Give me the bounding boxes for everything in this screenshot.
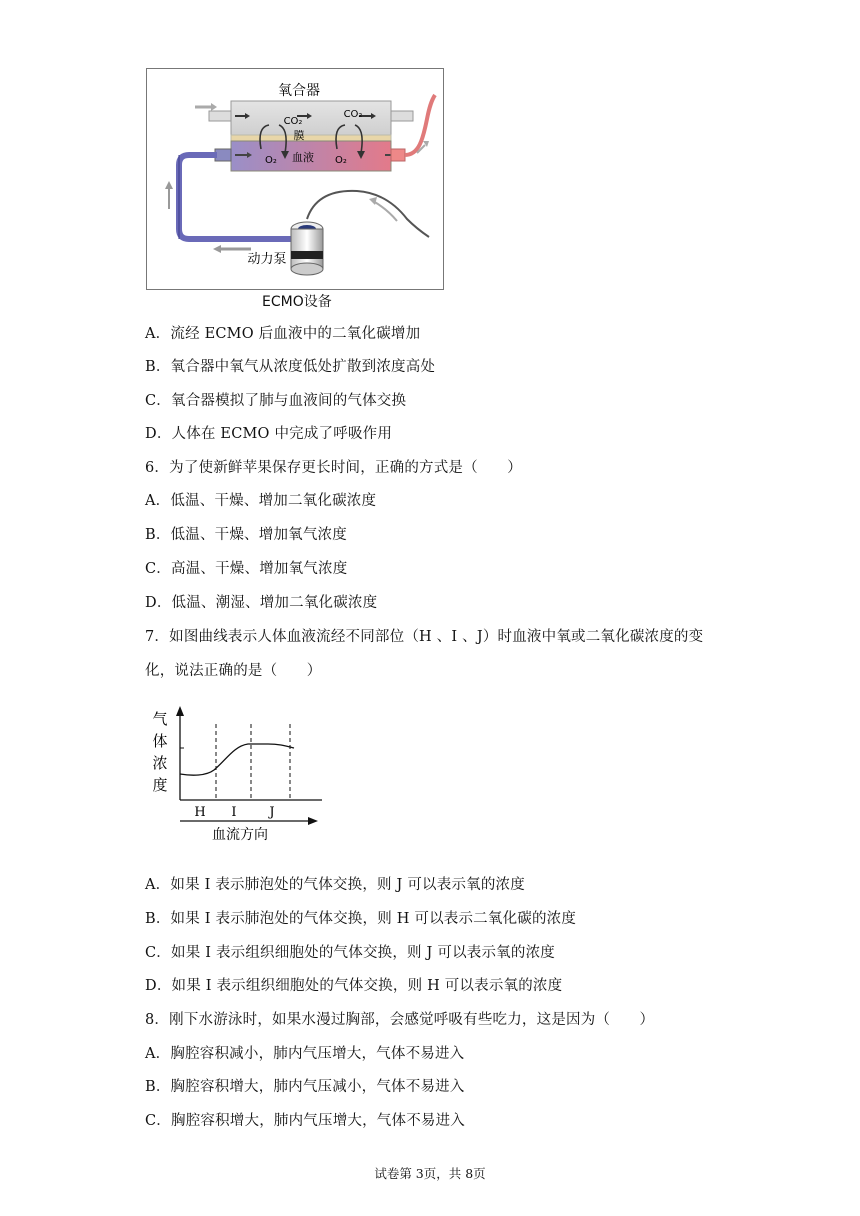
co2-label-right: CO₂ xyxy=(343,109,363,120)
q7-option-b: B．如果 I 表示肺泡处的气体交换，则 H 可以表示二氧化碳的浓度 xyxy=(145,911,577,927)
flow-direction-label: 血流方向 xyxy=(212,827,268,843)
blood-outlet-port xyxy=(391,149,405,161)
q6-stem: 6．为了使新鲜苹果保存更长时间，正确的方式是（ ） xyxy=(145,460,522,476)
q7-option-c: C．如果 I 表示组织细胞处的气体交换，则 J 可以表示氧的浓度 xyxy=(145,945,555,961)
q6-option-d: D．低温、潮湿、增加二氧化碳浓度 xyxy=(145,595,378,611)
ylabel-char-1: 气 xyxy=(152,710,168,728)
oxygenated-blood-tube xyxy=(405,95,435,155)
ecmo-diagram xyxy=(147,69,443,289)
ylabel-char-4: 度 xyxy=(152,776,168,794)
gas-outlet-port xyxy=(391,111,413,121)
ecmo-caption: ECMO设备 xyxy=(262,294,332,310)
pump-label: 动力泵 xyxy=(247,252,287,267)
co2-label-left: CO₂ xyxy=(283,116,303,127)
q8-stem: 8．刚下水游泳时，如果水漫过胸部，会感觉呼吸有些吃力，这是因为（ ） xyxy=(145,1012,655,1028)
pump-inlet-tube xyxy=(307,191,429,237)
q7-option-a: A．如果 I 表示肺泡处的气体交换，则 J 可以表示氧的浓度 xyxy=(145,877,525,893)
o2-label-left: O₂ xyxy=(265,155,277,166)
q7-option-d: D．如果 I 表示组织细胞处的气体交换，则 H 可以表示氧的浓度 xyxy=(145,978,563,994)
ecmo-figure xyxy=(146,68,444,290)
segment-h-label: H xyxy=(194,805,206,820)
o2-label-right: O₂ xyxy=(335,155,347,166)
blood-inlet-port xyxy=(215,149,231,161)
ylabel-char-3: 浓 xyxy=(152,754,168,772)
q6-option-b: B．低温、干燥、增加氧气浓度 xyxy=(145,527,347,543)
concentration-curve-diagram xyxy=(148,704,330,844)
page-footer: 试卷第 3页，共 8页 xyxy=(374,1166,486,1181)
oxygenator-label: 氧合器 xyxy=(278,83,320,99)
q8-option-c: C．胸腔容积增大，肺内气压增大，气体不易进入 xyxy=(145,1113,465,1129)
concentration-curve xyxy=(180,744,294,775)
membrane-band xyxy=(231,135,391,141)
q5-option-b: B．氧合器中氧气从浓度低处扩散到浓度高处 xyxy=(145,359,436,375)
segment-i-label: I xyxy=(231,805,237,820)
q7-stem-line2: 化，说法正确的是（ ） xyxy=(145,663,322,679)
segment-j-label: J xyxy=(269,805,275,820)
gas-concentration-figure xyxy=(148,704,330,844)
ylabel-char-2: 体 xyxy=(152,732,168,750)
q5-option-a: A．流经 ECMO 后血液中的二氧化碳增加 xyxy=(145,326,421,342)
q8-option-a: A．胸腔容积减小，肺内气压增大，气体不易进入 xyxy=(145,1046,465,1062)
gas-inlet-port xyxy=(209,111,231,121)
q6-option-c: C．高温、干燥、增加氧气浓度 xyxy=(145,561,348,577)
membrane-label: 膜 xyxy=(293,129,305,142)
q6-option-a: A．低温、干燥、增加二氧化碳浓度 xyxy=(145,493,377,509)
blood-label: 血液 xyxy=(292,151,314,164)
q7-stem-line1: 7．如图曲线表示人体血液流经不同部位（H 、I 、J）时血液中氧或二氧化碳浓度的变 xyxy=(145,629,704,645)
q8-option-b: B．胸腔容积增大，肺内气压减小，气体不易进入 xyxy=(145,1079,465,1095)
q5-option-c: C．氧合器模拟了肺与血液间的气体交换 xyxy=(145,393,407,409)
gas-chamber xyxy=(231,101,391,135)
q5-option-d: D．人体在 ECMO 中完成了呼吸作用 xyxy=(145,426,393,442)
